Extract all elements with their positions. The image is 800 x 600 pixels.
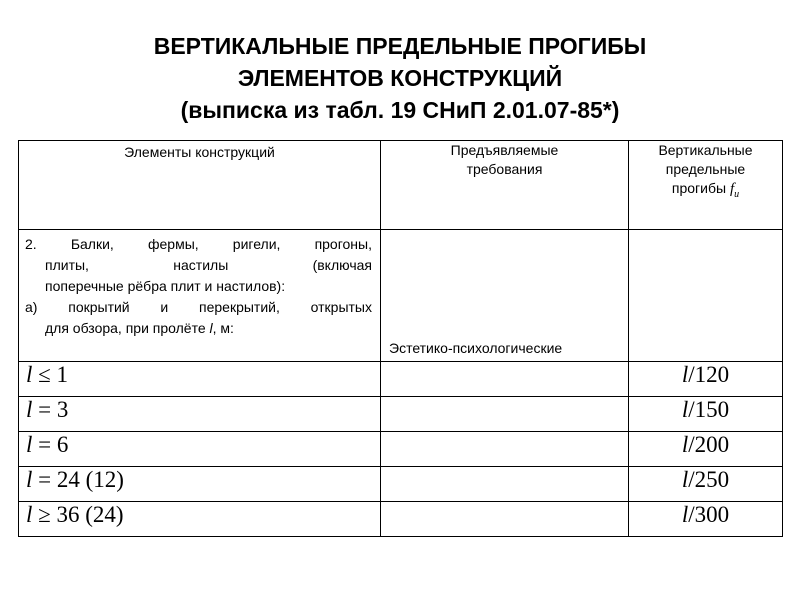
table-row: l ≤ 1 l/120 [19, 362, 783, 397]
title-line-1: ВЕРТИКАЛЬНЫЕ ПРЕДЕЛЬНЫЕ ПРОГИБЫ [153, 33, 647, 59]
element-description: 2. Балки, фермы, ригели, прогоны, плиты, настилы (включая поперечные рёбра плит и настилов): а) покрытий и перекрытий, открытых для обзора, при пролёте l, м: [19, 230, 381, 362]
page-title [0, 30, 800, 126]
deflection-symbol: $f_u$ [729, 181, 740, 200]
empty-cell [629, 230, 783, 362]
table-row: l ≥ 36 (24) l/300 [19, 502, 783, 537]
deflection-table [18, 140, 783, 537]
table-row: l = 3 l/150 [19, 397, 783, 432]
header-elements: Элементы конструкций [19, 141, 381, 230]
header-deflection: Вертикальные предельные прогибы $f_u$ [629, 141, 783, 230]
table-row: l = 24 (12) l/250 [19, 467, 783, 502]
table-row: l = 6 l/200 [19, 432, 783, 467]
table-header-row [19, 141, 783, 230]
description-row [19, 230, 783, 362]
header-requirements: Предъявляемые требования [381, 141, 629, 230]
title-line-3: (выписка из табл. 19 СНиП 2.01.07-85*) [180, 97, 620, 123]
requirement-cell: Эстетико-психологические [381, 230, 629, 362]
title-line-2: ЭЛЕМЕНТОВ КОНСТРУКЦИЙ [237, 65, 563, 91]
